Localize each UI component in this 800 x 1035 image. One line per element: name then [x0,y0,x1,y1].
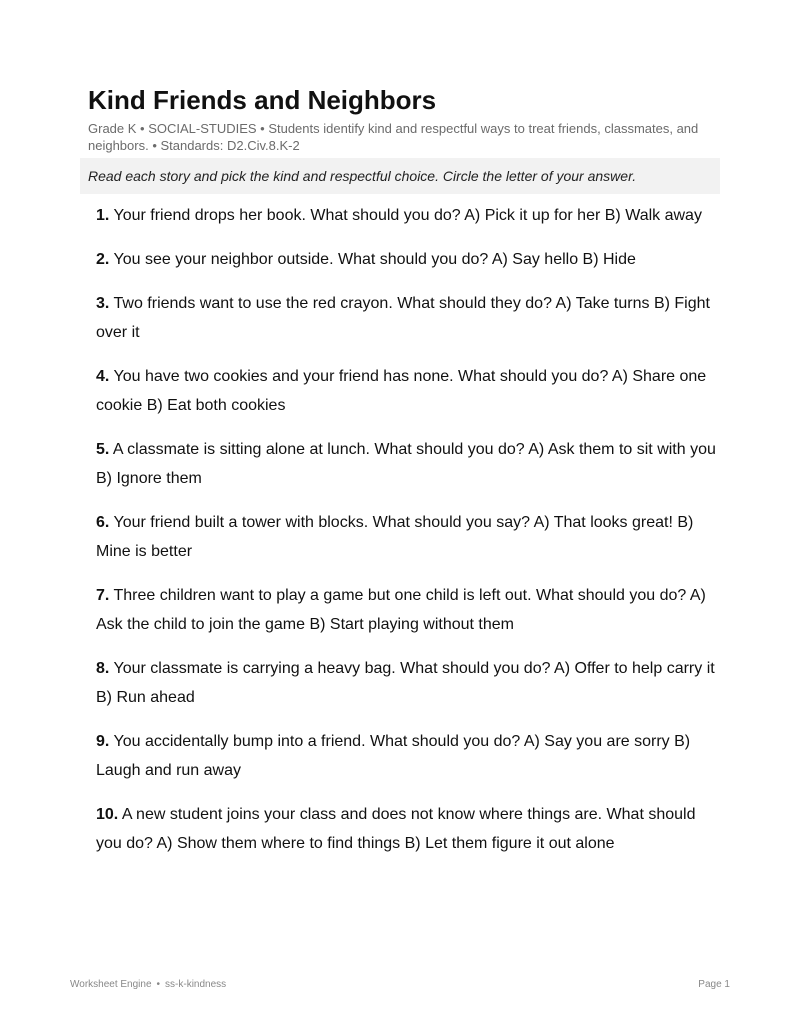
question-number: 5. [96,441,110,458]
question-item [96,201,716,230]
question-text: Two friends want to use the red crayon. What should they do? A) Take turns B) Fight over it [96,295,710,341]
question-text: Your classmate is carrying a heavy bag. What should you do? A) Offer to help carry it B) Run ahead [96,660,715,706]
question-number: 9. [96,733,110,750]
question-number: 4. [96,368,110,385]
question-text: Three children want to play a game but one child is left out. What should you do? A) Ask the child to join the game B) Start playing without them [96,587,706,633]
question-text: A new student joins your class and does not know where things are. What should you do? A) Show them where to find things B) Let them figure it out alone [96,806,696,852]
question-item [96,654,716,712]
question-list [96,201,716,873]
worksheet-meta: Grade K • SOCIAL-STUDIES • Students identify kind and respectful ways to treat friends, classmates, and neighbors. • Standards: D2.Civ.8.K-2 [88,121,699,153]
question-number: 7. [96,587,110,604]
footer-source [70,978,226,992]
question-number: 2. [96,251,110,268]
question-text: Your friend drops her book. What should you do? A) Pick it up for her B) Walk away [113,207,702,224]
question-item [96,508,716,566]
question-item [96,289,716,347]
question-item [96,245,716,274]
question-item [96,727,716,785]
page-number: Page 1 [698,979,730,990]
question-number: 10. [96,806,119,823]
question-item [96,435,716,493]
question-item [96,362,716,420]
question-number: 6. [96,514,110,531]
worksheet-title: Kind Friends and Neighbors [88,85,437,115]
footer-worksheet-id: ss-k-kindness [165,979,227,990]
instructions-text: Read each story and pick the kind and respectful choice. Circle the letter of your answer. [88,168,637,184]
question-item [96,800,716,858]
question-text: You see your neighbor outside. What should you do? A) Say hello B) Hide [113,251,636,268]
question-number: 3. [96,295,110,312]
question-item [96,581,716,639]
instructions-box [80,158,720,194]
footer-separator: • [156,979,161,990]
question-number: 8. [96,660,110,677]
question-text: A classmate is sitting alone at lunch. What should you do? A) Ask them to sit with you B) Ignore them [96,441,716,487]
question-number: 1. [96,207,110,224]
question-text: You accidentally bump into a friend. What should you do? A) Say you are sorry B) Laugh and run away [96,733,691,779]
question-text: Your friend built a tower with blocks. What should you say? A) That looks great! B) Mine is better [96,514,694,560]
footer-engine: Worksheet Engine [70,979,152,990]
question-text: You have two cookies and your friend has none. What should you do? A) Share one cookie B) Eat both cookies [96,368,707,414]
